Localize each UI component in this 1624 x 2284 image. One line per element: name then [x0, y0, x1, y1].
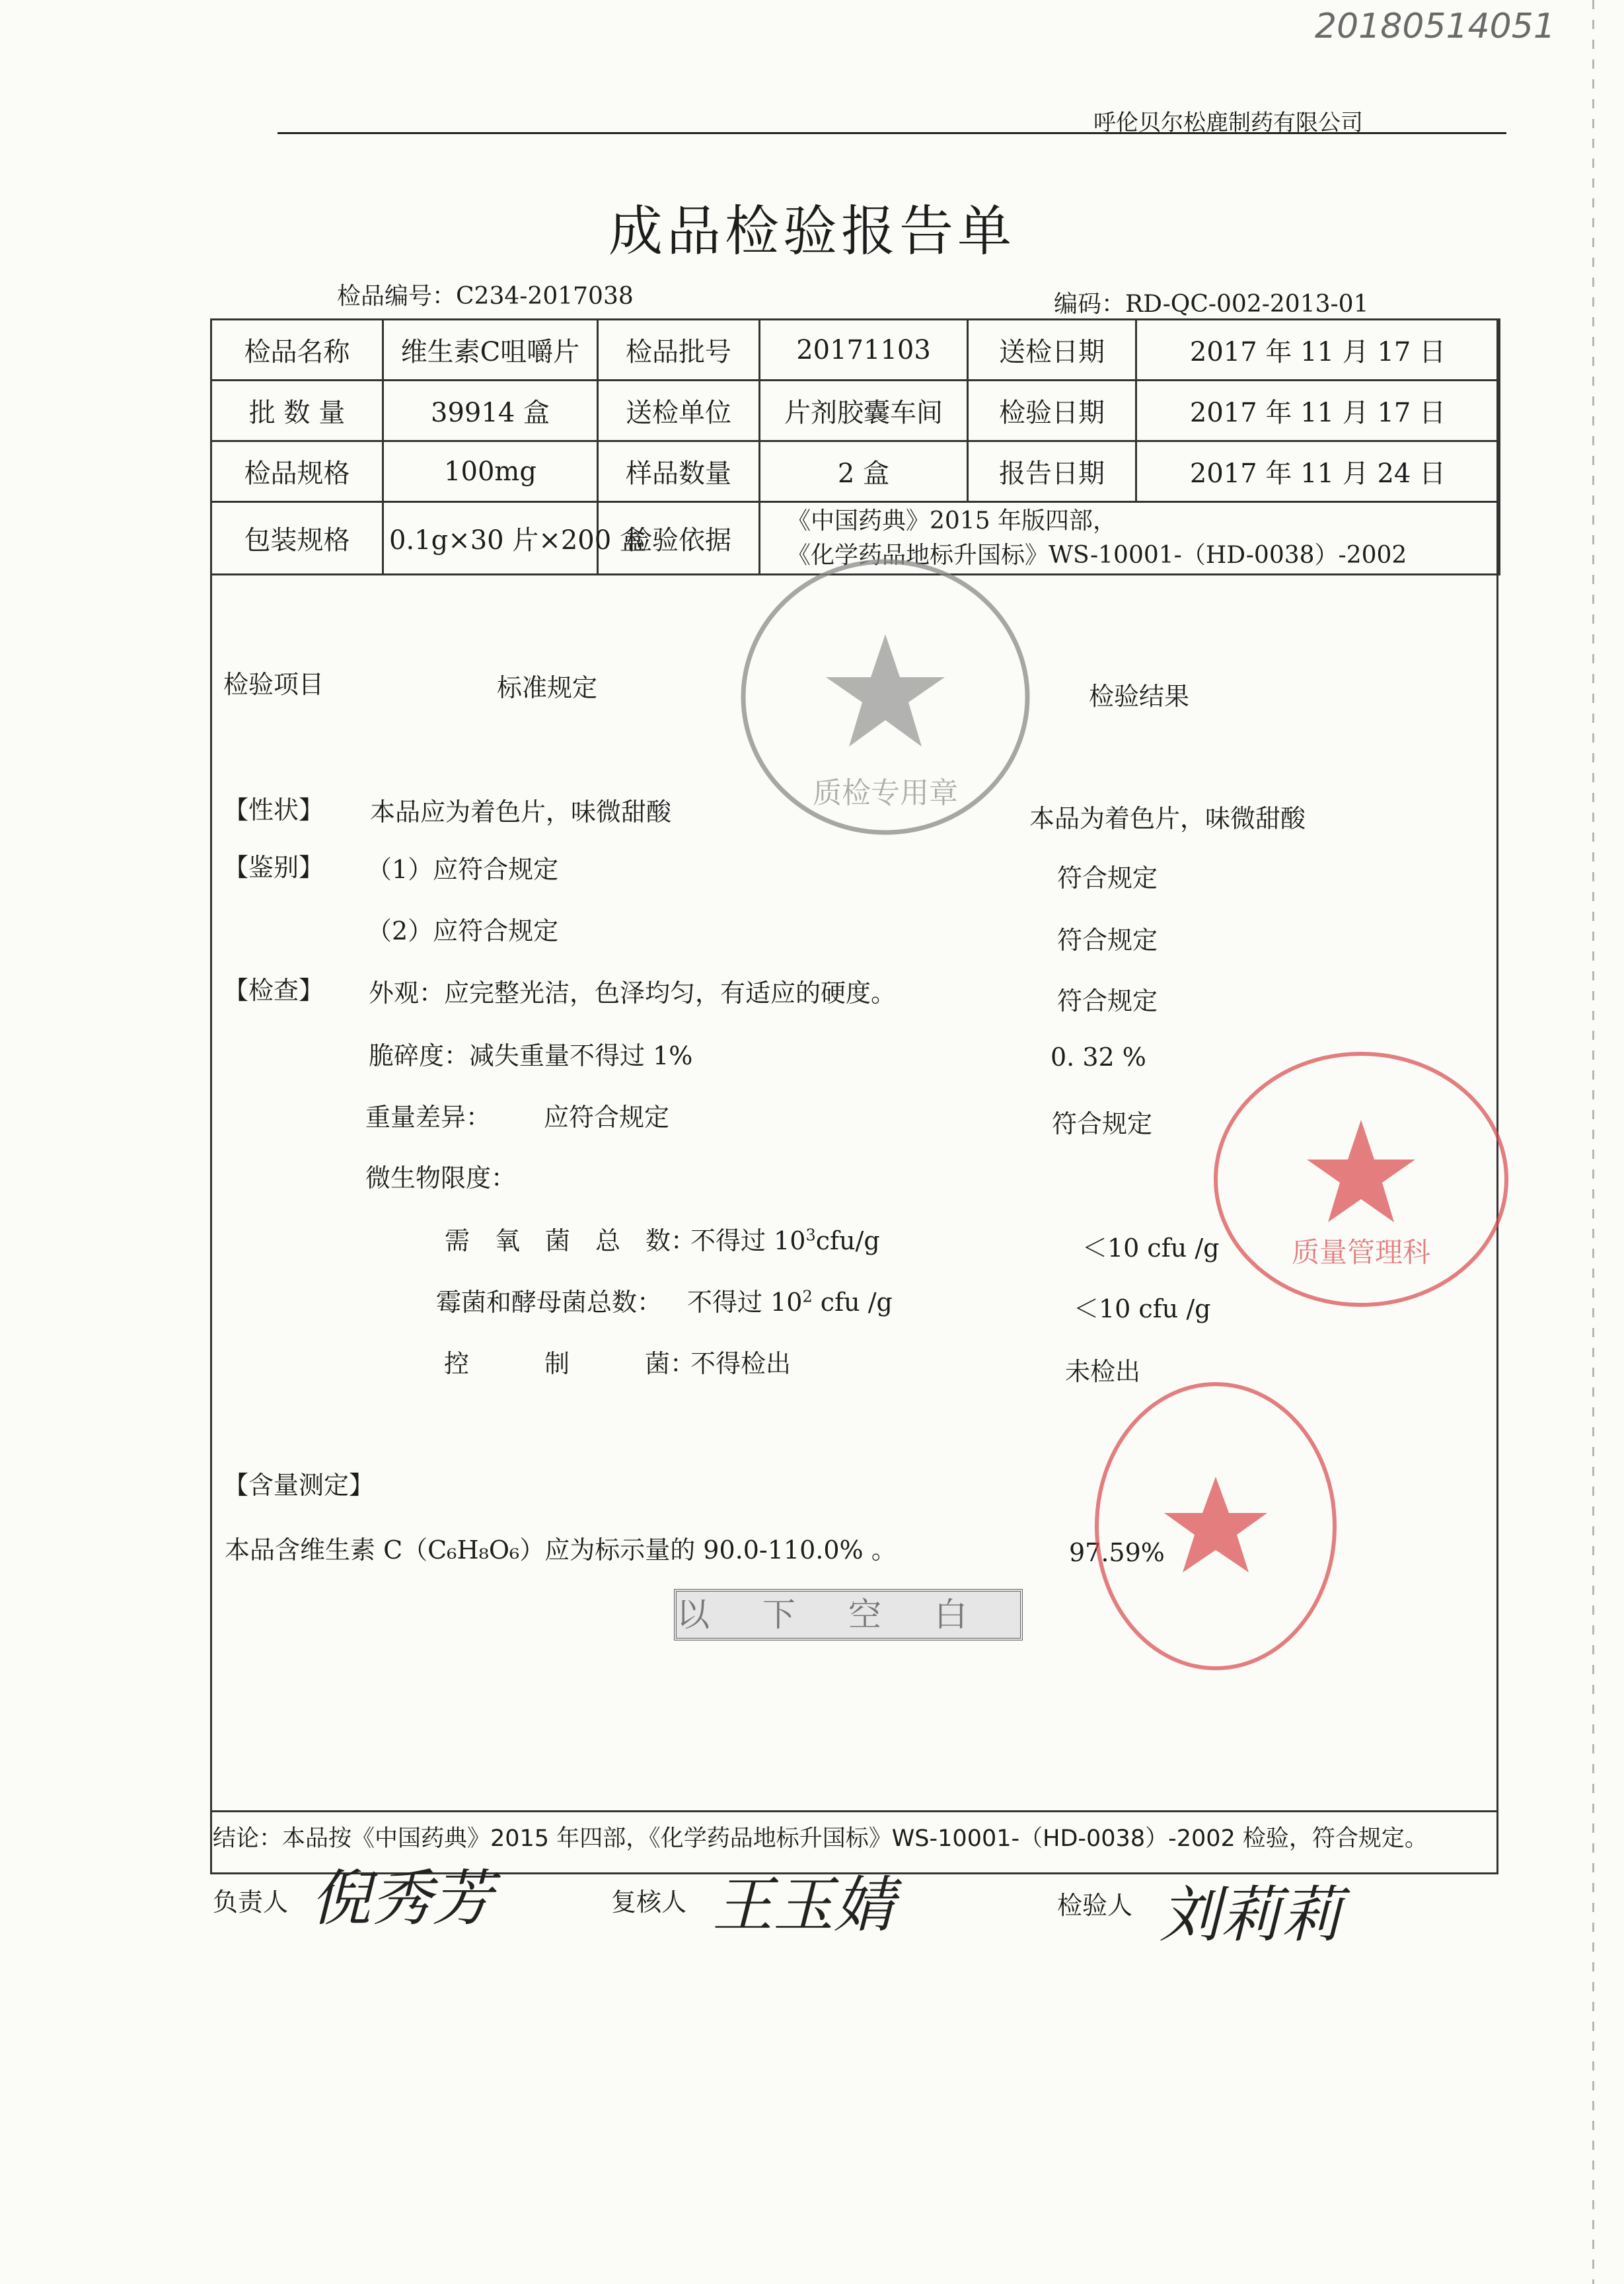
- info-row: [211, 441, 1500, 502]
- mold-label: 霉菌和酵母菌总数：: [436, 1288, 663, 1317]
- weight-standard: 应符合规定: [544, 1103, 670, 1132]
- ident2-result: 符合规定: [1057, 926, 1158, 955]
- inspector-signature: 刘莉莉: [1160, 1880, 1343, 1950]
- value-cell: 2017 年 11 月 17 日: [1136, 381, 1500, 441]
- form-code: 编码：RD-QC-002-2013-01: [1054, 291, 1369, 318]
- check-look-result: 符合规定: [1057, 986, 1158, 1015]
- header-rule: [277, 132, 1506, 134]
- weight-label: 重量差异：: [365, 1103, 492, 1132]
- label-cell: 送检单位: [598, 381, 760, 441]
- section-check: 【检查】: [223, 976, 324, 1005]
- health-pharma-stamp: [1084, 1374, 1348, 1678]
- info-row: [211, 381, 1500, 441]
- value-cell: 2 盒: [760, 441, 968, 502]
- control-result: 未检出: [1065, 1357, 1141, 1386]
- weight-result: 符合规定: [1052, 1109, 1153, 1138]
- aerobic-label: 需 氧 菌 总 数：: [445, 1226, 696, 1255]
- end-blank-mark: 以下空白: [674, 1589, 1023, 1640]
- ident2-standard: （2）应符合规定: [367, 916, 559, 945]
- company-name: 呼伦贝尔松鹿制药有限公司: [1093, 110, 1363, 136]
- mold-result: ＜10 cfu /g: [1074, 1294, 1211, 1323]
- column-standard: 标准规定: [497, 673, 598, 702]
- control-label: 控 制 菌：: [444, 1349, 696, 1378]
- scan-edge-marks: [1592, 0, 1594, 2284]
- aerobic-std-post: cfu/g: [815, 1226, 880, 1255]
- info-row: [211, 320, 1500, 381]
- svg-text:质量管理科: 质量管理科: [1291, 1236, 1431, 1269]
- aerobic-result: ＜10 cfu /g: [1082, 1234, 1220, 1263]
- ident1-result: 符合规定: [1057, 864, 1158, 893]
- section-appearance: 【性状】: [223, 795, 324, 825]
- label-cell: 检验依据: [598, 502, 760, 575]
- appearance-standard: 本品应为着色片，味微甜酸: [370, 797, 672, 827]
- aerobic-exponent: 3: [805, 1226, 816, 1245]
- value-cell: 39914 盒: [383, 381, 598, 441]
- check-look-standard: 外观：应完整光洁，色泽均匀，有适应的硬度。: [369, 978, 897, 1008]
- aerobic-standard: [690, 1220, 880, 1257]
- mold-std-post: cfu /g: [812, 1288, 893, 1317]
- basis-line-2: 《化学药品地标升国标》WS-10001-（HD-0038）-2002: [787, 541, 1407, 569]
- section-identification: 【鉴别】: [223, 853, 324, 882]
- reviewer-label: 复核人: [611, 1888, 687, 1917]
- basis-line-1: 《中国药典》2015 年版四部，: [787, 507, 1117, 534]
- label-cell: 检品规格: [211, 441, 383, 502]
- column-result: 检验结果: [1089, 682, 1190, 711]
- label-cell: 检品批号: [598, 320, 760, 381]
- inspector-label: 检验人: [1057, 1891, 1133, 1920]
- county-pharma-stamp: [1209, 1044, 1513, 1315]
- section-assay: 【含量测定】: [223, 1471, 375, 1500]
- mold-standard: [687, 1282, 893, 1318]
- value-cell: 100mg: [383, 441, 598, 502]
- conclusion: 结论：本品按《中国药典》2015 年四部，《化学药品地标升国标》WS-10001-（HD-0038）-2002 检验，符合规定。: [213, 1825, 1428, 1852]
- appearance-result: 本品为着色片，味微甜酸: [1029, 804, 1306, 833]
- responsible-label: 负责人: [213, 1888, 289, 1917]
- reviewer-signature: 王玉婧: [712, 1870, 895, 1940]
- label-cell: 检验日期: [968, 381, 1136, 441]
- info-table: [210, 318, 1500, 575]
- label-cell: 样品数量: [598, 441, 760, 502]
- label-cell: 批 数 量: [211, 381, 383, 441]
- value-cell: 0.1g×30 片×200 盒: [383, 502, 598, 575]
- value-cell: 2017 年 11 月 24 日: [1136, 441, 1500, 502]
- sample-number: 检品编号：C234-2017038: [337, 283, 634, 310]
- control-standard: 不得检出: [690, 1349, 792, 1378]
- label-cell: 送检日期: [968, 320, 1136, 381]
- label-cell: 检品名称: [211, 320, 383, 381]
- value-cell: 片剂胶囊车间: [760, 381, 968, 441]
- friability-result: 0. 32 %: [1051, 1043, 1146, 1072]
- label-cell: 报告日期: [968, 441, 1136, 502]
- conclusion-rule: [210, 1810, 1498, 1812]
- value-cell: 20171103: [760, 320, 968, 381]
- archive-number: 20180514051: [1315, 7, 1555, 46]
- mold-std-pre: 不得过 10: [687, 1288, 803, 1317]
- responsible-signature: 倪秀芳: [311, 1863, 494, 1934]
- assay-result: 97.59%: [1069, 1538, 1165, 1567]
- mold-exponent: 2: [802, 1287, 813, 1306]
- aerobic-std-pre: 不得过 10: [690, 1226, 806, 1255]
- page-title: 成品检验报告单: [608, 200, 1015, 263]
- svg-text:质检专用章: 质检专用章: [813, 776, 958, 810]
- company-seal-stamp: [733, 552, 1037, 842]
- ident1-standard: （1）应符合规定: [367, 855, 559, 884]
- micro-label: 微生物限度：: [365, 1163, 517, 1193]
- value-cell: 2017 年 11 月 17 日: [1136, 320, 1500, 381]
- value-cell: 维生素C咀嚼片: [383, 320, 598, 381]
- column-item: 检验项目: [223, 670, 324, 699]
- friability-standard: 脆碎度：减失重量不得过 1%: [369, 1041, 693, 1070]
- assay-standard: 本品含维生素 C（C₆H₈O₆）应为标示量的 90.0-110.0% 。: [225, 1535, 897, 1565]
- label-cell: 包装规格: [211, 502, 383, 575]
